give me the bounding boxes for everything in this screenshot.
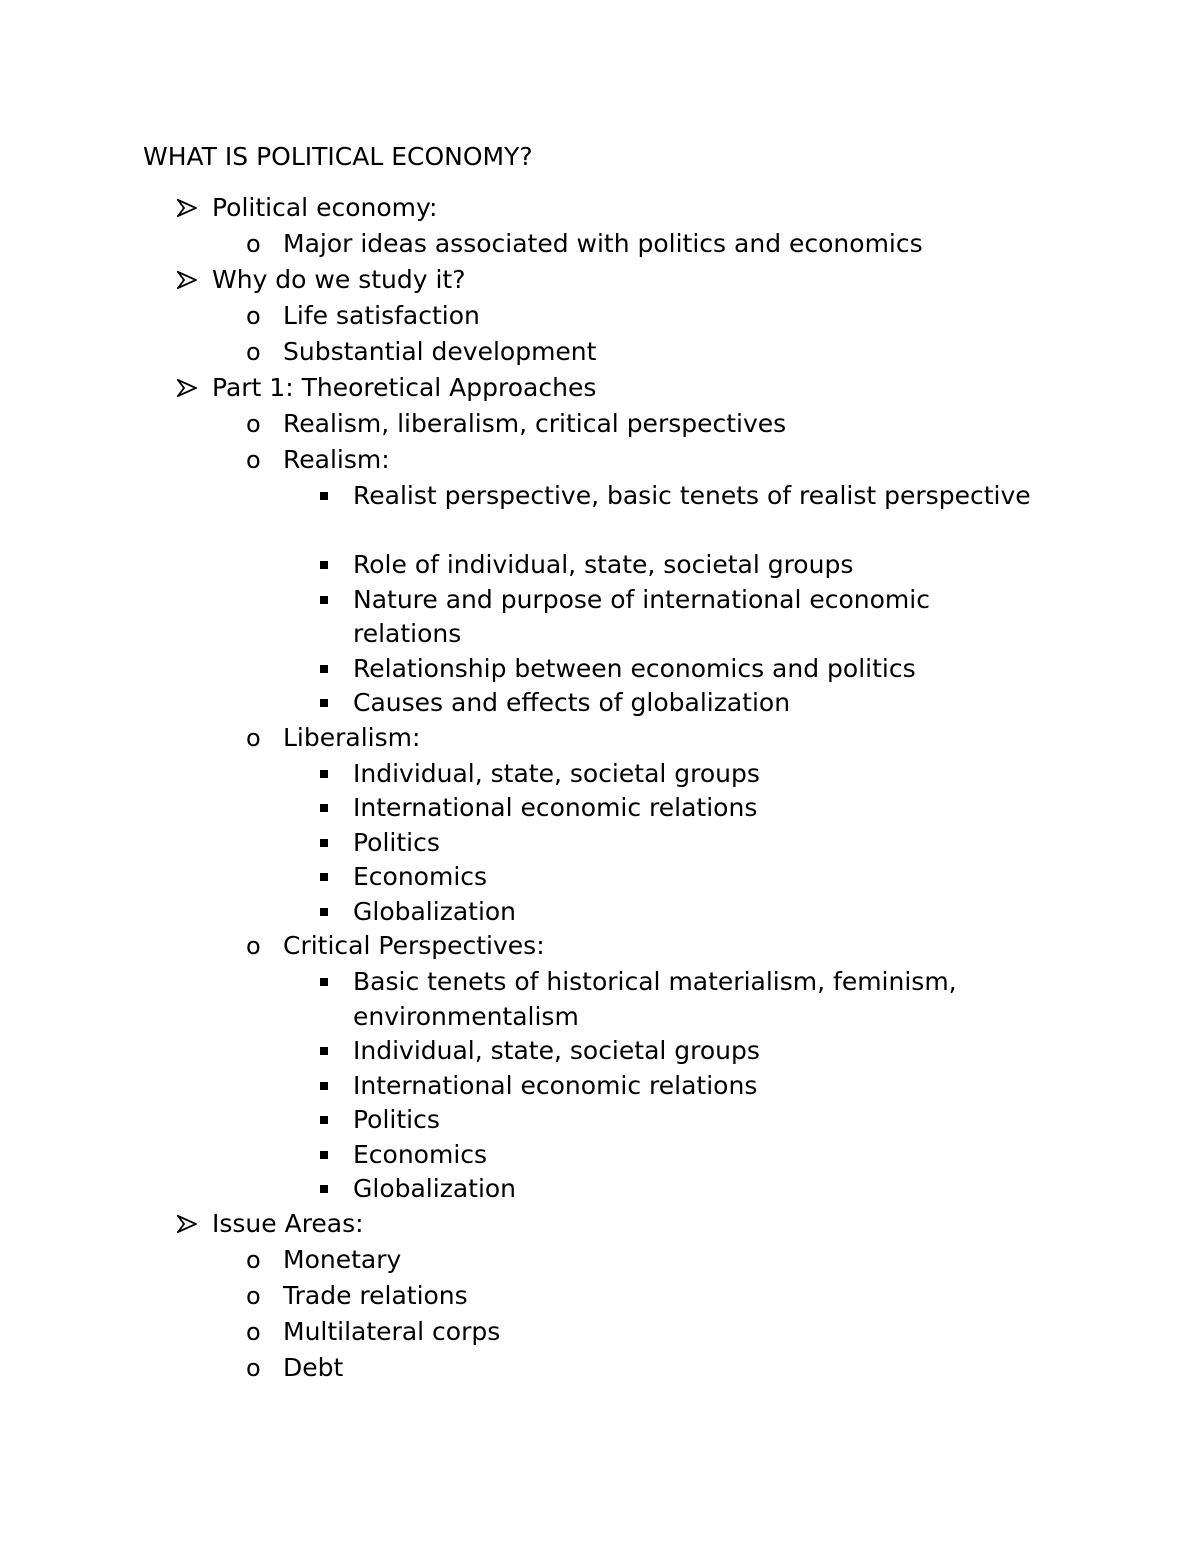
outline-item-level-3 xyxy=(0,895,1200,930)
square-bullet-icon xyxy=(320,492,328,500)
outline-item-text: International economic relations xyxy=(353,793,758,822)
outline-item-text: Economics xyxy=(353,862,488,891)
outline-item-text: Why do we study it? xyxy=(212,265,466,294)
square-bullet-icon xyxy=(320,561,328,569)
outline-item-level-2 xyxy=(0,335,1200,371)
square-bullet-icon xyxy=(320,1116,328,1124)
circle-bullet-icon: o xyxy=(246,932,261,960)
arrow-bullet-icon xyxy=(177,263,199,289)
arrow-bullet-icon xyxy=(177,191,199,217)
square-bullet-icon xyxy=(320,873,328,881)
circle-bullet-icon: o xyxy=(246,410,261,438)
outline-item-level-3 xyxy=(0,757,1200,792)
outline-item-text: Trade relations xyxy=(283,1280,468,1310)
outline-item-level-1 xyxy=(0,1207,1200,1243)
outline-item-level-3 xyxy=(0,548,1200,583)
outline-item-text: Political economy: xyxy=(212,193,438,222)
outline-item-level-3 xyxy=(0,826,1200,861)
outline-item-text: Critical Perspectives: xyxy=(283,931,545,960)
outline-item-text: Nature and purpose of international economic relations xyxy=(353,584,930,648)
outline-item-level-2 xyxy=(0,1243,1200,1279)
arrow-bullet-icon xyxy=(177,371,199,397)
outline-item-level-3 xyxy=(0,1172,1200,1207)
outline-list xyxy=(0,191,1200,1387)
outline-item-text: Relationship between economics and politics xyxy=(353,653,916,683)
outline-item-level-3 xyxy=(0,1069,1200,1104)
outline-item-level-2 xyxy=(0,443,1200,479)
outline-item-level-1 xyxy=(0,371,1200,407)
circle-bullet-icon: o xyxy=(246,1353,261,1382)
circle-bullet-icon: o xyxy=(246,338,261,366)
circle-bullet-icon: o xyxy=(246,723,261,752)
outline-item-text: Realist perspective, basic tenets of realist perspective xyxy=(353,481,1031,510)
outline-item-text: Individual, state, societal groups xyxy=(353,1036,760,1065)
outline-item-text: Substantial development xyxy=(283,337,597,366)
square-bullet-icon xyxy=(320,665,328,673)
outline-item-text: Globalization xyxy=(353,896,517,926)
square-bullet-icon xyxy=(320,596,328,604)
circle-bullet-icon: o xyxy=(246,446,261,474)
circle-bullet-icon: o xyxy=(246,1281,261,1310)
outline-item-level-3 xyxy=(0,479,1200,548)
outline-item-text: Role of individual, state, societal groups xyxy=(353,550,854,579)
outline-item-text: International economic relations xyxy=(353,1070,758,1100)
outline-item-level-3 xyxy=(0,1138,1200,1173)
outline-item-level-2 xyxy=(0,929,1200,965)
square-bullet-icon xyxy=(320,1185,328,1193)
outline-item-text: Individual, state, societal groups xyxy=(353,758,760,788)
outline-item-text: Causes and effects of globalization xyxy=(353,688,791,717)
outline-item-text: Multilateral corps xyxy=(283,1316,501,1346)
circle-bullet-icon: o xyxy=(246,1245,261,1274)
outline-item-text: Basic tenets of historical materialism, feminism, environmentalism xyxy=(353,967,957,1031)
outline-item-text: Economics xyxy=(353,1139,488,1169)
arrow-bullet-icon xyxy=(177,1207,199,1233)
outline-item-level-3 xyxy=(0,1103,1200,1138)
outline-item-level-3 xyxy=(0,791,1200,826)
outline-item-level-3 xyxy=(0,583,1200,652)
outline-item-text: Major ideas associated with politics and economics xyxy=(283,229,923,258)
outline-item-level-2 xyxy=(0,1315,1200,1351)
square-bullet-icon xyxy=(320,699,328,707)
square-bullet-icon xyxy=(320,1047,328,1055)
outline-item-level-1 xyxy=(0,191,1200,227)
square-bullet-icon xyxy=(320,1151,328,1159)
square-bullet-icon xyxy=(320,770,328,778)
square-bullet-icon xyxy=(320,839,328,847)
square-bullet-icon xyxy=(320,908,328,916)
square-bullet-icon xyxy=(320,1082,328,1090)
outline-item-text: Monetary xyxy=(283,1244,402,1274)
outline-item-level-1 xyxy=(0,263,1200,299)
outline-item-level-2 xyxy=(0,299,1200,335)
outline-item-level-2 xyxy=(0,1279,1200,1315)
page-title: WHAT IS POLITICAL ECONOMY? xyxy=(143,142,533,171)
outline-item-text: Liberalism: xyxy=(283,722,421,752)
outline-item-level-3 xyxy=(0,860,1200,895)
outline-item-level-3 xyxy=(0,686,1200,721)
outline-item-level-2 xyxy=(0,721,1200,757)
outline-item-text: Part 1: Theoretical Approaches xyxy=(212,373,597,402)
circle-bullet-icon: o xyxy=(246,1317,261,1346)
outline-item-level-3 xyxy=(0,652,1200,687)
outline-item-level-2 xyxy=(0,227,1200,263)
outline-item-text: Debt xyxy=(283,1352,344,1382)
outline-item-text: Realism: xyxy=(283,445,390,474)
outline-item-text: Politics xyxy=(353,1105,440,1134)
outline-item-text: Issue Areas: xyxy=(212,1208,364,1238)
outline-item-level-2 xyxy=(0,407,1200,443)
circle-bullet-icon: o xyxy=(246,230,261,258)
circle-bullet-icon: o xyxy=(246,302,261,330)
square-bullet-icon xyxy=(320,804,328,812)
square-bullet-icon xyxy=(320,978,328,986)
outline-item-level-2 xyxy=(0,1351,1200,1387)
outline-item-text: Globalization xyxy=(353,1174,517,1203)
outline-item-text: Life satisfaction xyxy=(283,301,480,330)
outline-item-level-3 xyxy=(0,965,1200,1034)
outline-item-text: Realism, liberalism, critical perspectives xyxy=(283,409,787,438)
outline-item-text: Politics xyxy=(353,827,440,857)
outline-item-level-3 xyxy=(0,1034,1200,1069)
